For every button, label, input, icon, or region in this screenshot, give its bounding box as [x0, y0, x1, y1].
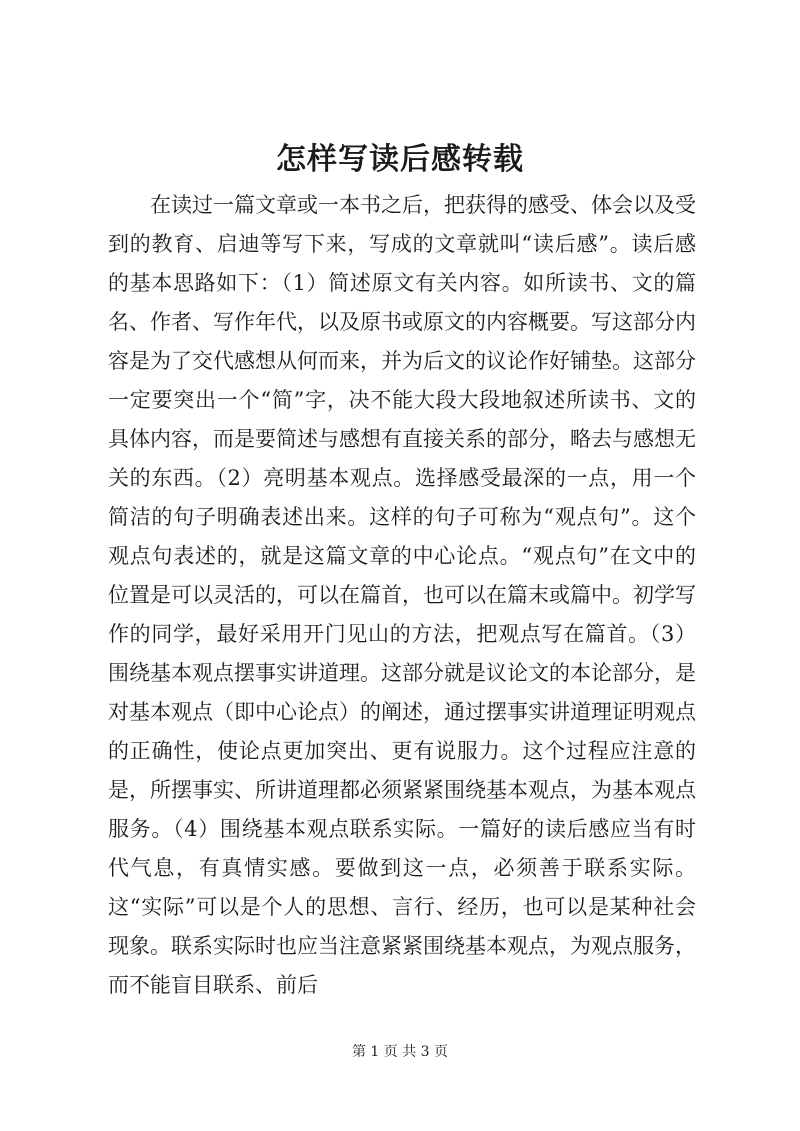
- body-paragraph: 在读过一篇文章或一本书之后，把获得的感受、体会以及受到的教育、启迪等写下来，写成的文章就叫“读后感”。读后感的基本思路如下：（1）简述原文有关内容。如所读书、文的篇名、作者、写作年代，以及原书或原文的内容概要。写这部分内容是为了交代感想从何而来，并为后文的议论作好铺垫。这部分一定要突出一个“简”字，决不能大段大段地叙述所读书、文的具体内容，而是要简述与感想有直接关系的部分，略去与感想无关的东西。（2）亮明基本观点。选择感受最深的一点，用一个简洁的句子明确表述出来。这样的句子可称为“观点句”。这个观点句表述的，就是这篇文章的中心论点。“观点句”在文中的位置是可以灵活的，可以在篇首，也可以在篇末或篇中。初学写作的同学，最好采用开门见山的方法，把观点写在篇首。（3）围绕基本观点摆事实讲道理。这部分就是议论文的本论部分，是对基本观点（即中心论点）的阐述，通过摆事实讲道理证明观点的正确性，使论点更加突出、更有说服力。这个过程应注意的是，所摆事实、所讲道理都必须紧紧围绕基本观点，为基本观点服务。（4）围绕基本观点联系实际。一篇好的读后感应当有时代气息，有真情实感。要做到这一点，必须善于联系实际。这“实际”可以是个人的思想、言行、经历，也可以是某种社会现象。联系实际时也应当注意紧紧围绕基本观点，为观点服务，而不能盲目联系、前后: [108, 193, 696, 997]
- page-number-footer: 第 1 页 共 3 页: [351, 1044, 449, 1060]
- page-title: 怎样写读后感转载: [276, 142, 524, 177]
